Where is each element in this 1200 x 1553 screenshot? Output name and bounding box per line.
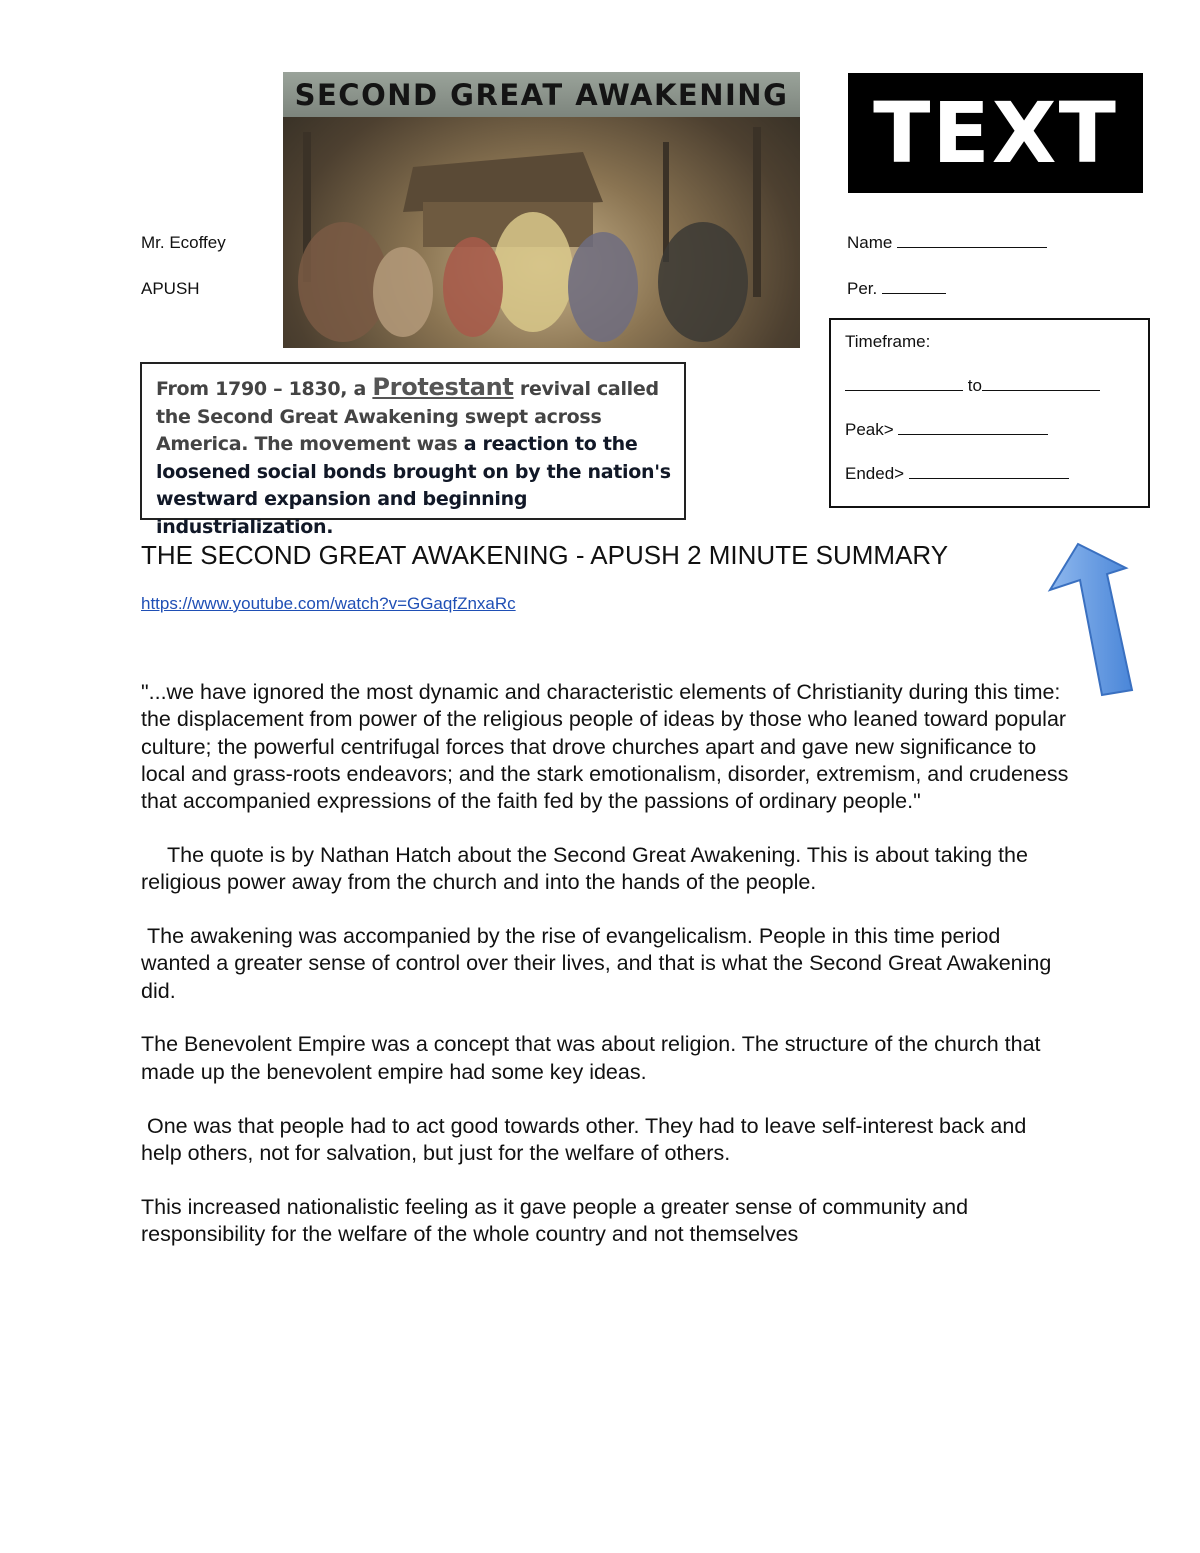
body-text [141, 679, 1071, 1275]
to-label: to [967, 376, 982, 395]
ended-row [845, 464, 1148, 508]
end-blank[interactable] [982, 376, 1100, 391]
second-great-awakening-image [283, 72, 800, 348]
ended-label: Ended> [845, 464, 905, 483]
intro-box [140, 362, 686, 538]
youtube-link[interactable]: https://www.youtube.com/watch?v=GGaqfZnxaRc [141, 594, 516, 613]
page-heading: THE SECOND GREAT AWAKENING - APUSH 2 MINUTE SUMMARY [141, 540, 949, 570]
name-blank[interactable] [897, 233, 1047, 248]
intro-end: . [326, 515, 334, 538]
paragraph: One was that people had to act good towards other. They had to leave self-interest back and help others, not for salvation, but just for the welfare of others. [141, 1113, 1027, 1165]
intro-text-3: a reaction to the loosened social bonds brought on by the nation's westward expansion and beginning industrialization [156, 433, 671, 538]
paragraph: The awakening was accompanied by the rise of evangelicalism. People in this time period wanted a greater sense of control over their lives, and that is what the Second Great Awakening did. [141, 924, 1052, 1003]
course-name: APUSH [141, 279, 200, 298]
text-logo: TEXT [848, 73, 1143, 193]
timeframe-box [829, 318, 1150, 508]
name-label: Name [847, 233, 893, 252]
banner-title: SECOND GREAT AWAKENING [294, 78, 789, 112]
period-field[interactable] [847, 279, 946, 299]
ended-blank[interactable] [909, 464, 1069, 479]
protestant-link[interactable]: Protestant [372, 373, 514, 401]
paragraph: The Benevolent Empire was a concept that was about religion. The structure of the church that made up the benevolent empire had some key ideas. [141, 1032, 1041, 1084]
name-field[interactable] [847, 233, 1047, 253]
peak-label: Peak> [845, 420, 894, 439]
intro-text: From 1790 – 1830, a [156, 378, 373, 400]
arrow-up-icon [1040, 538, 1140, 700]
period-label: Per. [847, 279, 878, 298]
paragraph: This increased nationalistic feeling as it gave people a greater sense of community and responsibility for the welfare of the whole country and not themselves [141, 1194, 969, 1246]
intro-text-2: revival called the Second Great Awakening swept across America. The movement was [156, 378, 659, 455]
quote-paragraph: "...we have ignored the most dynamic and characteristic elements of Christianity during this time: the displacement from power of the religious people of ideas by those who leaned toward popular culture; the powerful centrifugal forces that drove churches apart and gave new significance to local and grass-roots endeavors; and the stark emotionalism, disorder, extremism, and crudeness that accompanied expressions of the faith fed by the passions of ordinary people." [141, 680, 1069, 814]
teacher-name: Mr. Ecoffey [141, 233, 226, 252]
timeframe-label: Timeframe: [845, 332, 931, 351]
timeframe-range [845, 376, 1148, 420]
paragraph: The quote is by Nathan Hatch about the Second Great Awakening. This is about taking the religious power away from the church and into the hands of the people. [141, 842, 1028, 895]
start-blank[interactable] [845, 376, 963, 391]
period-blank[interactable] [882, 279, 946, 294]
peak-blank[interactable] [898, 420, 1048, 435]
camp-meeting-illustration [283, 72, 800, 348]
peak-row [845, 420, 1148, 464]
